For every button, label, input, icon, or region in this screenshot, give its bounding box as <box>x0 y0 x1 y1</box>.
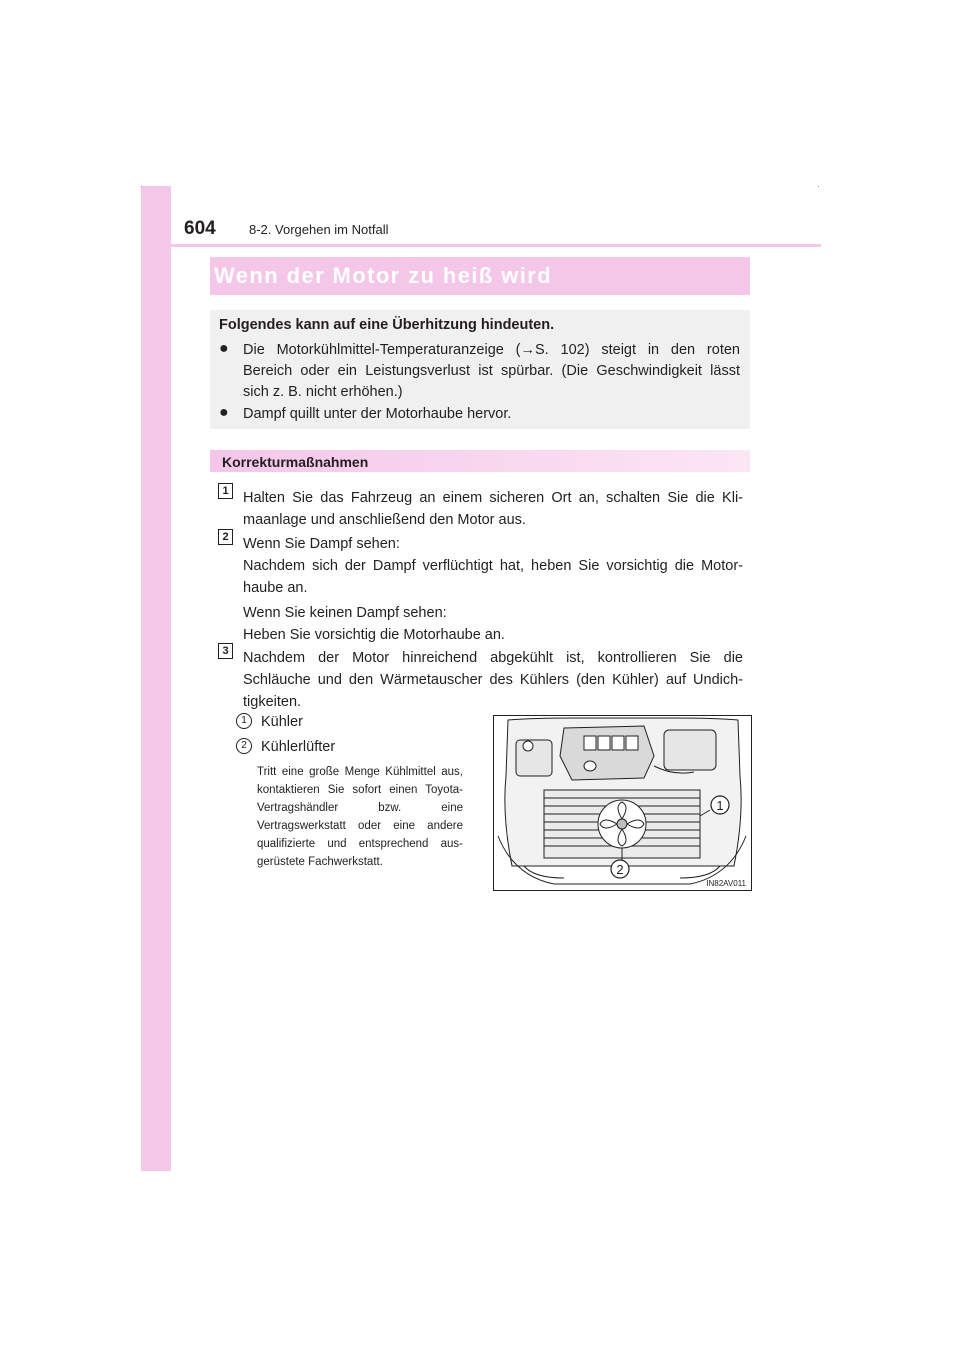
bullet-1-line-3: sich z. B. nicht erhöhen.) <box>243 384 403 400</box>
crop-mark <box>141 186 142 187</box>
legend-label-radiator: Kühler <box>261 714 303 730</box>
page-title: Wenn der Motor zu heiß wird <box>214 263 553 288</box>
info-box-heading: Folgendes kann auf eine Überhitzung hindeuten. <box>219 317 555 333</box>
step-number-1: 1 <box>218 483 233 499</box>
bullet-1-line-2: Bereich oder ein Leistungsverlust ist spürbar. (Die Geschwindigkeit lässt <box>243 363 740 379</box>
subsection-accent <box>210 450 217 472</box>
step-2-line-5: Heben Sie vorsichtig die Motorhaube an. <box>243 627 505 643</box>
figure-code: IN82AV011 <box>706 879 746 888</box>
step-2-line-3: haube an. <box>243 580 308 596</box>
step-number-2: 2 <box>218 529 233 545</box>
bullet-1-line-1: Die Motorkühlmittel-Temperaturanzeige (→S. 102) steigt in den roten <box>243 342 740 358</box>
step-2-line-1: Wenn Sie Dampf sehen: <box>243 536 400 552</box>
step-3-line-2: Schläuche und den Wärmetauscher des Kühlers (den Kühler) auf Undich- <box>243 672 743 688</box>
bullet-dot-icon: ● <box>219 340 229 357</box>
step-1-line-2: maanlage und anschließend den Motor aus. <box>243 512 526 528</box>
chapter-sidebar-tab <box>141 186 171 1171</box>
crop-mark <box>818 186 819 187</box>
subsection-title: Korrekturmaßnahmen <box>222 454 369 470</box>
bullet-2-line-1: Dampf quillt unter der Motorhaube hervor. <box>243 406 512 422</box>
coolant-leak-note: Tritt eine große Menge Kühlmittel aus, kontaktieren Sie sofort einen Toyota-Vertragshändler bzw. eine Vertragswerkstatt oder eine andere qualifizierte und entsprechend aus-gerüstete Fachwerkstatt. <box>257 766 463 868</box>
callout-number-2: 2 <box>616 862 624 877</box>
step-3-line-1: Nachdem der Motor hinreichend abgekühlt ist, kontrollieren Sie die <box>243 650 743 666</box>
legend-label-radiator-fan: Kühlerlüfter <box>261 739 336 755</box>
header-rule <box>141 244 821 247</box>
page-number: 604 <box>184 218 216 239</box>
legend-number-2: 2 <box>236 738 252 754</box>
engine-compartment-figure <box>493 715 752 891</box>
step-3-line-3: tigkeiten. <box>243 694 302 710</box>
legend-number-1: 1 <box>236 713 252 729</box>
bullet-dot-icon: ● <box>219 404 229 421</box>
step-number-3: 3 <box>218 643 233 659</box>
step-2-line-2: Nachdem sich der Dampf verflüchtigt hat, heben Sie vorsichtig die Motor- <box>243 558 743 574</box>
section-path: 8-2. Vorgehen im Notfall <box>249 222 389 237</box>
engine-compartment-illustration <box>494 716 751 890</box>
callout-number-1: 1 <box>716 798 724 813</box>
step-2-line-4: Wenn Sie keinen Dampf sehen: <box>243 605 447 621</box>
step-1-line-1: Halten Sie das Fahrzeug an einem sicheren Ort an, schalten Sie die Kli- <box>243 490 743 506</box>
